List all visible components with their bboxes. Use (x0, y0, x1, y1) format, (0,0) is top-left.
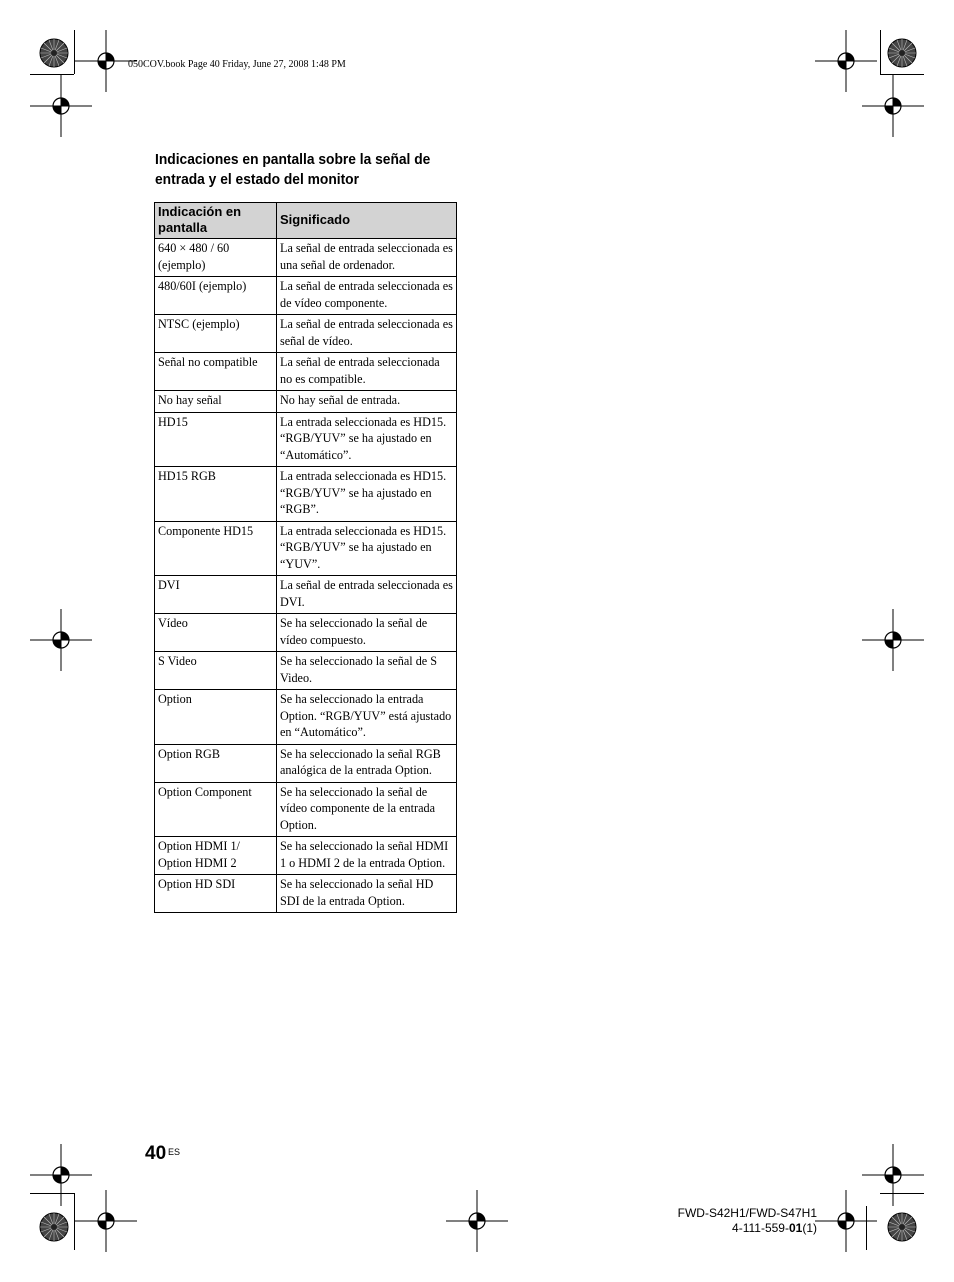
table-row (155, 391, 457, 413)
meaning-cell: La señal de entrada seleccionada es una señal de ordenador. (277, 239, 457, 277)
indication-cell: DVI (155, 576, 277, 614)
part-number-prefix: 4-111-559- (732, 1221, 789, 1235)
indication-cell: Option Component (155, 782, 277, 837)
meaning-cell: No hay señal de entrada. (277, 391, 457, 413)
meaning-cell: Se ha seleccionado la señal de vídeo compuesto. (277, 614, 457, 652)
indication-cell: Option HDMI 1/ Option HDMI 2 (155, 837, 277, 875)
meaning-cell: La entrada seleccionada es HD15. “RGB/YUV” se ha ajustado en “Automático”. (277, 412, 457, 467)
indication-cell: Option RGB (155, 744, 277, 782)
page-number: 40 (145, 1143, 167, 1164)
indication-cell: No hay señal (155, 391, 277, 413)
meaning-cell: Se ha seleccionado la entrada Option. “RGB/YUV” está ajustado en “Automático”. (277, 690, 457, 745)
part-number (678, 1221, 817, 1236)
crop-rosette-icon (887, 1212, 917, 1242)
table-row (155, 467, 457, 522)
table-row (155, 576, 457, 614)
table-row (155, 875, 457, 913)
section-heading: Indicaciones en pantalla sobre la señal de entrada y el estado del monitor (155, 151, 431, 188)
meaning-cell: Se ha seleccionado la señal RGB analógica de la entrada Option. (277, 744, 457, 782)
table-body (155, 239, 457, 913)
table-row (155, 239, 457, 277)
indication-cell: HD15 RGB (155, 467, 277, 522)
language-code: ES (168, 1147, 181, 1157)
column-header-meaning: Significado (277, 203, 457, 239)
indication-cell: Componente HD15 (155, 521, 277, 576)
crop-rosette-icon (887, 38, 917, 68)
table-row (155, 614, 457, 652)
registration-mark-icon (30, 75, 92, 137)
column-header-indication: Indicación en pantalla (155, 203, 277, 239)
meaning-cell: La entrada seleccionada es HD15. “RGB/YUV” se ha ajustado en “YUV”. (277, 521, 457, 576)
part-number-suffix: (1) (802, 1221, 817, 1235)
signal-indication-table (154, 202, 457, 913)
registration-mark-icon (446, 1190, 508, 1252)
indication-cell: Option HD SDI (155, 875, 277, 913)
table-row (155, 277, 457, 315)
table-row (155, 521, 457, 576)
crop-rosette-icon (39, 38, 69, 68)
indication-cell: 480/60I (ejemplo) (155, 277, 277, 315)
table-row (155, 690, 457, 745)
table-row (155, 837, 457, 875)
table-row (155, 782, 457, 837)
indication-cell: S Video (155, 652, 277, 690)
meaning-cell: Se ha seleccionado la señal HDMI 1 o HDMI 2 de la entrada Option. (277, 837, 457, 875)
meaning-cell: Se ha seleccionado la señal HD SDI de la entrada Option. (277, 875, 457, 913)
book-info: 050COV.book Page 40 Friday, June 27, 2008 1:48 PM (128, 59, 346, 70)
part-number-bold: 01 (788, 1221, 803, 1235)
table-row (155, 652, 457, 690)
table-row (155, 315, 457, 353)
meaning-cell: Se ha seleccionado la señal de vídeo componente de la entrada Option. (277, 782, 457, 837)
registration-mark-icon (30, 609, 92, 671)
model-info (678, 1206, 817, 1236)
indication-cell: HD15 (155, 412, 277, 467)
meaning-cell: La entrada seleccionada es HD15. “RGB/YUV” se ha ajustado en “RGB”. (277, 467, 457, 522)
meaning-cell: La señal de entrada seleccionada es señal de vídeo. (277, 315, 457, 353)
crop-rosette-icon (39, 1212, 69, 1242)
meaning-cell: La señal de entrada seleccionada es de vídeo componente. (277, 277, 457, 315)
meaning-cell: La señal de entrada seleccionada es DVI. (277, 576, 457, 614)
meaning-cell: La señal de entrada seleccionada no es compatible. (277, 353, 457, 391)
indication-cell: Señal no compatible (155, 353, 277, 391)
indication-cell: NTSC (ejemplo) (155, 315, 277, 353)
meaning-cell: Se ha seleccionado la señal de S Video. (277, 652, 457, 690)
table-row (155, 353, 457, 391)
table-row (155, 744, 457, 782)
registration-mark-icon (862, 609, 924, 671)
indication-cell: Vídeo (155, 614, 277, 652)
indication-cell: Option (155, 690, 277, 745)
model-name: FWD-S42H1/FWD-S47H1 (677, 1206, 817, 1220)
crop-line (880, 30, 881, 74)
indication-cell: 640 × 480 / 60 (ejemplo) (155, 239, 277, 277)
registration-mark-icon (815, 1190, 877, 1252)
table-header-row (155, 203, 457, 239)
registration-mark-icon (862, 75, 924, 137)
table-row (155, 412, 457, 467)
registration-mark-icon (75, 1190, 137, 1252)
